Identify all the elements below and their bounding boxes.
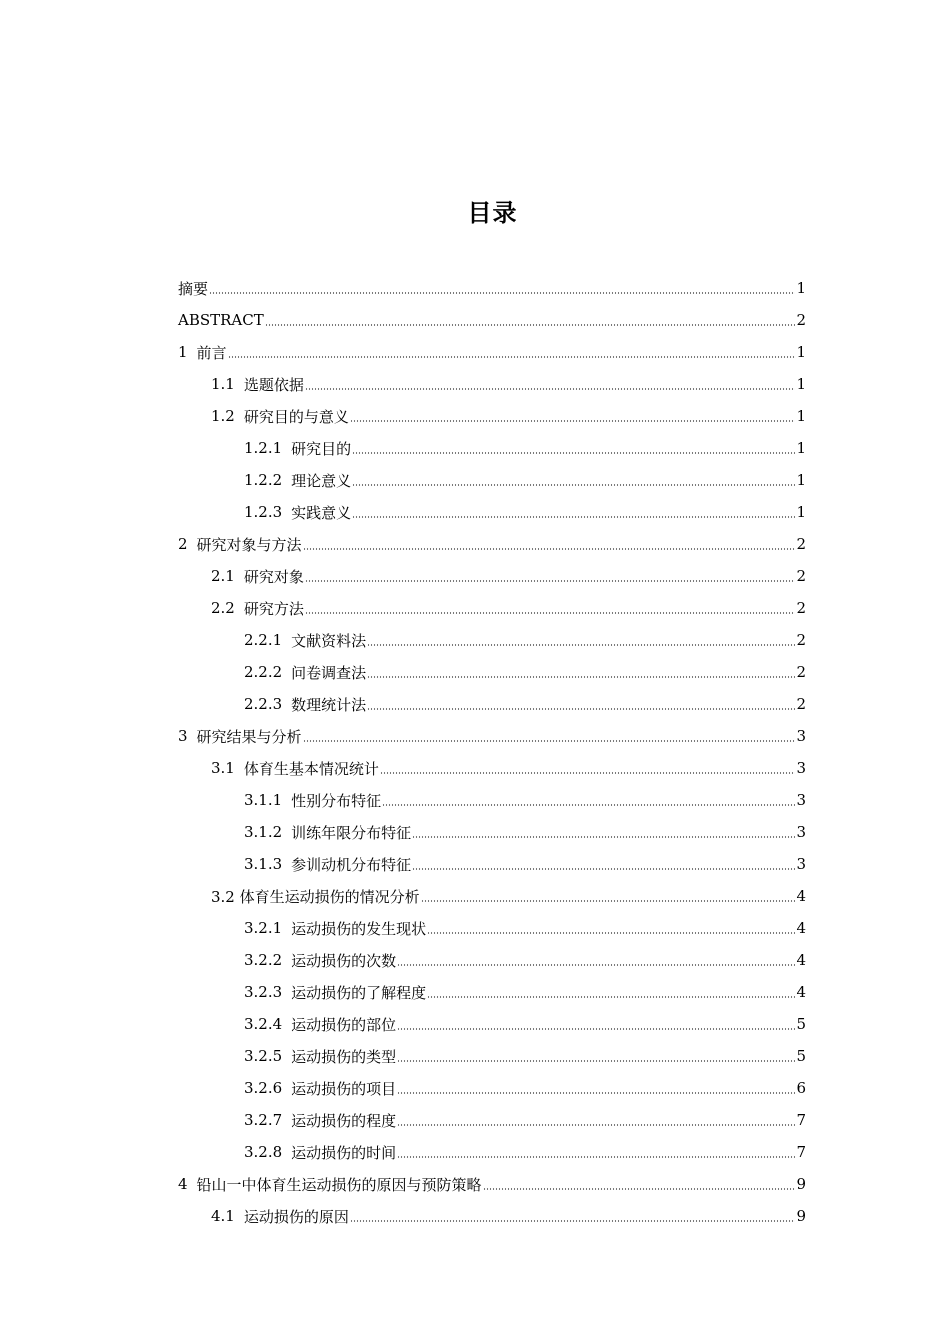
toc-entry-label: 研究目的与意义: [243, 407, 349, 426]
toc-dot-leader: [483, 1188, 796, 1190]
toc-entry[interactable]: [178, 816, 806, 848]
toc-dot-leader: [367, 708, 795, 710]
toc-entry-label: 摘要: [178, 279, 209, 298]
toc-entry-number: 3.2.4: [244, 1015, 283, 1033]
toc-entry-number: 3.2.5: [244, 1047, 283, 1065]
toc-entry[interactable]: [178, 592, 806, 624]
toc-dot-leader: [397, 1156, 795, 1158]
toc-dot-leader: [397, 1060, 795, 1062]
toc-entry-label: 运动损伤的时间: [291, 1143, 397, 1162]
toc-entry-number: 3.2.6: [244, 1079, 283, 1097]
toc-entry-number: 3.1.1: [244, 791, 283, 809]
toc-entry-label: ABSTRACT: [178, 311, 264, 329]
toc-entry-page-number: 1: [796, 407, 806, 425]
toc-entry-page-number: 1: [796, 279, 806, 297]
toc-dot-leader: [397, 1028, 795, 1030]
toc-entry-page-number: 1: [796, 343, 806, 361]
toc-entry-number: 2.2.3: [244, 695, 283, 713]
toc-dot-leader: [228, 356, 796, 358]
toc-entry-page-number: 9: [796, 1207, 806, 1225]
toc-entry[interactable]: [178, 432, 806, 464]
toc-dot-leader: [427, 996, 795, 998]
toc-entry-page-number: 3: [796, 823, 806, 841]
toc-dot-leader: [382, 804, 795, 806]
toc-entry-number: 2.2.1: [244, 631, 283, 649]
toc-entry-number: 3: [178, 727, 188, 745]
toc-entry-page-number: 3: [796, 791, 806, 809]
toc-entry-page-number: 1: [796, 439, 806, 457]
toc-entry-number: 1.2.1: [244, 439, 283, 457]
toc-entry-label: 选题依据: [243, 375, 304, 394]
toc-entry-page-number: 5: [796, 1047, 806, 1065]
toc-entry-label: 运动损伤的程度: [291, 1111, 397, 1130]
toc-entry-number: 1.2: [211, 407, 235, 425]
toc-dot-leader: [352, 516, 795, 518]
toc-entry-label: 研究对象: [243, 567, 304, 586]
toc-entry-page-number: 4: [796, 983, 806, 1001]
toc-entry[interactable]: [178, 624, 806, 656]
toc-entry-page-number: 9: [796, 1175, 806, 1193]
toc-entry-page-number: 2: [796, 311, 806, 329]
toc-entry-number: 4.1: [211, 1207, 235, 1225]
toc-entry-label: 训练年限分布特征: [291, 823, 412, 842]
toc-entry[interactable]: [178, 400, 806, 432]
toc-entry-label: 研究方法: [243, 599, 304, 618]
toc-entry[interactable]: [178, 720, 806, 752]
toc-dot-leader: [380, 772, 796, 774]
toc-dot-leader: [427, 932, 795, 934]
toc-dot-leader: [303, 740, 796, 742]
toc-entry-number: 1.2.2: [244, 471, 283, 489]
toc-entry[interactable]: [178, 560, 806, 592]
toc-entry-label: 文献资料法: [291, 631, 367, 650]
toc-entry-page-number: 2: [796, 567, 806, 585]
toc-entry-number: 3.1.2: [244, 823, 283, 841]
toc-title: 目录: [467, 199, 518, 227]
toc-entry-label: 运动损伤的原因: [243, 1207, 349, 1226]
toc-dot-leader: [350, 420, 796, 422]
toc-entry-label: 问卷调查法: [291, 663, 367, 682]
toc-entry[interactable]: [178, 1136, 806, 1168]
toc-entry-page-number: 7: [796, 1111, 806, 1129]
toc-entry-label: 体育生基本情况统计: [243, 759, 379, 778]
toc-entry-label: 运动损伤的次数: [291, 951, 397, 970]
toc-dot-leader: [209, 292, 795, 294]
toc-entry-label: 运动损伤的了解程度: [291, 983, 427, 1002]
toc-entry-page-number: 6: [796, 1079, 806, 1097]
toc-entry-page-number: 2: [796, 599, 806, 617]
toc-entry[interactable]: [178, 880, 806, 912]
toc-entry-label: 运动损伤的发生现状: [291, 919, 427, 938]
toc-entry-page-number: 5: [796, 1015, 806, 1033]
toc-entry[interactable]: [178, 464, 806, 496]
toc-entry-number: 1.1: [211, 375, 235, 393]
toc-dot-leader: [397, 1124, 795, 1126]
toc-list: [178, 272, 806, 1232]
toc-entry-page-number: 3: [796, 855, 806, 873]
toc-entry[interactable]: [178, 528, 806, 560]
toc-entry-page-number: 1: [796, 503, 806, 521]
toc-entry-number: 3.2.7: [244, 1111, 283, 1129]
toc-entry-number: 1: [178, 343, 188, 361]
toc-entry[interactable]: [178, 336, 806, 368]
toc-dot-leader: [412, 836, 795, 838]
toc-entry-number: 3.2.8: [244, 1143, 283, 1161]
toc-entry-number: 2.2: [211, 599, 235, 617]
toc-entry[interactable]: [178, 656, 806, 688]
toc-entry-label: 3.2 体育生运动损伤的情况分析: [211, 887, 420, 906]
toc-entry-label: 理论意义: [291, 471, 352, 490]
toc-dot-leader: [350, 1220, 796, 1222]
toc-entry-label: 数理统计法: [291, 695, 367, 714]
toc-entry-label: 研究结果与分析: [196, 727, 302, 746]
toc-dot-leader: [397, 1092, 795, 1094]
toc-entry-label: 运动损伤的部位: [291, 1015, 397, 1034]
toc-entry-page-number: 2: [796, 695, 806, 713]
toc-entry-number: 2.1: [211, 567, 235, 585]
toc-dot-leader: [412, 868, 795, 870]
toc-entry[interactable]: [178, 1040, 806, 1072]
toc-dot-leader: [303, 548, 796, 550]
toc-entry[interactable]: [178, 1008, 806, 1040]
toc-entry-label: 参训动机分布特征: [291, 855, 412, 874]
toc-entry[interactable]: [178, 1072, 806, 1104]
toc-entry-page-number: 3: [796, 759, 806, 777]
toc-entry-label: 前言: [196, 343, 227, 362]
toc-entry-page-number: 2: [796, 663, 806, 681]
toc-entry[interactable]: [178, 496, 806, 528]
toc-entry-label: 运动损伤的类型: [291, 1047, 397, 1066]
toc-entry-page-number: 7: [796, 1143, 806, 1161]
toc-entry-page-number: 2: [796, 535, 806, 553]
toc-entry[interactable]: [178, 1200, 806, 1232]
toc-entry[interactable]: [178, 1168, 806, 1200]
toc-entry[interactable]: [178, 272, 806, 304]
toc-dot-leader: [352, 452, 795, 454]
toc-dot-leader: [421, 900, 796, 902]
toc-entry-number: 3.2.2: [244, 951, 283, 969]
toc-dot-leader: [305, 580, 796, 582]
toc-entry-number: 3.2.3: [244, 983, 283, 1001]
toc-entry-number: 3.1.3: [244, 855, 283, 873]
toc-dot-leader: [305, 388, 796, 390]
toc-dot-leader: [397, 964, 795, 966]
toc-entry[interactable]: [178, 912, 806, 944]
toc-dot-leader: [367, 644, 795, 646]
toc-entry-label: 研究目的: [291, 439, 352, 458]
toc-entry[interactable]: [178, 304, 806, 336]
toc-entry-label: 性别分布特征: [291, 791, 382, 810]
toc-entry-label: 铅山一中体育生运动损伤的原因与预防策略: [196, 1175, 482, 1194]
toc-entry-page-number: 4: [796, 919, 806, 937]
toc-entry[interactable]: [178, 752, 806, 784]
toc-dot-leader: [367, 676, 795, 678]
toc-entry-page-number: 1: [796, 471, 806, 489]
toc-entry[interactable]: [178, 1104, 806, 1136]
toc-dot-leader: [352, 484, 795, 486]
toc-entry-label: 运动损伤的项目: [291, 1079, 397, 1098]
toc-entry-page-number: 2: [796, 631, 806, 649]
toc-dot-leader: [305, 612, 796, 614]
toc-entry-page-number: 4: [796, 887, 806, 905]
toc-entry-number: 2: [178, 535, 188, 553]
toc-entry-number: 3.2.1: [244, 919, 283, 937]
toc-entry[interactable]: [178, 368, 806, 400]
toc-entry-page-number: 3: [796, 727, 806, 745]
toc-entry-label: 实践意义: [291, 503, 352, 522]
toc-entry-number: 4: [178, 1175, 188, 1193]
toc-entry[interactable]: [178, 944, 806, 976]
toc-entry[interactable]: [178, 848, 806, 880]
toc-entry-number: 2.2.2: [244, 663, 283, 681]
toc-entry-number: 1.2.3: [244, 503, 283, 521]
toc-entry-page-number: 4: [796, 951, 806, 969]
toc-entry[interactable]: [178, 688, 806, 720]
toc-dot-leader: [265, 324, 796, 326]
toc-entry-page-number: 1: [796, 375, 806, 393]
toc-entry-label: 研究对象与方法: [196, 535, 302, 554]
toc-entry[interactable]: [178, 784, 806, 816]
toc-entry[interactable]: [178, 976, 806, 1008]
toc-entry-number: 3.1: [211, 759, 235, 777]
